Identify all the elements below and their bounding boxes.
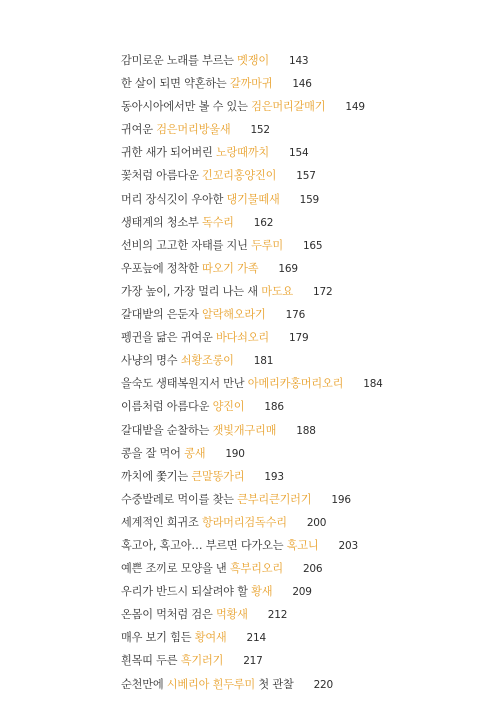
page-number: 217 (243, 655, 263, 668)
page-number: 206 (302, 563, 323, 576)
bird-name: 마도요 (261, 284, 294, 298)
entry-description: 순천만에 (121, 677, 167, 691)
entry-description: 갈대밭의 은둔자 (121, 308, 202, 322)
page-number: 159 (299, 193, 320, 206)
toc-entry (121, 465, 383, 488)
bird-name: 황여새 (194, 631, 227, 645)
toc-entry (121, 488, 383, 511)
toc-entry (121, 511, 383, 534)
page-number: 186 (264, 401, 284, 414)
entry-description: 우리가 반드시 되살려야 할 (121, 585, 252, 599)
toc-entry (121, 442, 383, 465)
entry-description: 감미로운 노래를 부르는 (121, 54, 238, 67)
entry-description: 머리 장식깃이 우아한 (121, 192, 227, 206)
page-number: 203 (338, 539, 358, 552)
page-number: 146 (292, 78, 312, 91)
page-number: 154 (288, 147, 309, 160)
entry-description: 귀여운 (121, 123, 157, 137)
toc-entry (121, 349, 383, 372)
page-number: 196 (331, 493, 351, 506)
page-number: 212 (267, 609, 288, 622)
bird-name: 쇠황조롱이 (180, 354, 234, 368)
entry-description: 선비의 고고한 자태를 지닌 (121, 238, 252, 252)
entry-description: 까치에 쫓기는 (121, 469, 192, 483)
bird-name: 먹황새 (215, 608, 248, 622)
toc-entry (121, 188, 383, 211)
bird-name: 긴꼬리홍양진이 (201, 169, 277, 183)
bird-name: 두루미 (251, 238, 283, 252)
entry-description: 예쁜 조끼로 모양을 낸 (121, 562, 230, 576)
bird-name: 흑부리오리 (229, 562, 283, 576)
toc-entry (121, 649, 383, 672)
toc-entry (121, 49, 383, 72)
page-number: 220 (313, 678, 334, 691)
entry-description: 가장 높이, 가장 멀리 나는 새 (121, 284, 262, 298)
entry-description: 동아시아에서만 볼 수 있는 (121, 100, 252, 114)
toc-entry (121, 626, 383, 649)
bird-name: 흑기러기 (180, 654, 224, 668)
entry-description: 혹고아, 혹고아… 부르면 다가오는 (121, 538, 287, 552)
entry-description: 세계적인 희귀조 (121, 515, 202, 529)
toc-entry (121, 303, 383, 326)
bird-name: 바다쇠오리 (215, 331, 269, 345)
bird-name: 큰말똥가리 (191, 469, 245, 483)
entry-suffix: 첫 관찰 (255, 677, 294, 691)
page-number: 190 (225, 447, 245, 460)
bird-name: 검은머리갈매기 (251, 100, 326, 114)
bird-name: 노랑때까치 (215, 146, 269, 160)
toc-entry (121, 118, 383, 141)
bird-name: 알락해오라기 (201, 308, 266, 322)
toc-entry (121, 72, 383, 95)
toc-entry (121, 372, 383, 395)
toc-entry (121, 419, 383, 442)
toc-entry (121, 557, 383, 580)
entry-description: 을숙도 생태복원지서 만난 (121, 377, 248, 391)
toc-entry (121, 234, 383, 257)
table-of-contents (121, 49, 383, 696)
entry-description: 사냥의 명수 (121, 354, 181, 368)
bird-name: 항라머리검독수리 (201, 515, 287, 529)
entry-description: 온몸이 먹처럼 검은 (121, 608, 216, 622)
toc-entry (121, 326, 383, 349)
entry-description: 귀한 새가 되어버린 (121, 146, 216, 160)
bird-name: 검은머리방울새 (156, 123, 231, 137)
entry-description: 생태계의 청소부 (121, 215, 202, 229)
bird-name: 혹고니 (286, 538, 319, 552)
bird-name: 콩새 (184, 446, 206, 460)
page-number: 200 (306, 516, 327, 529)
entry-description: 펭귄을 닮은 귀여운 (121, 331, 216, 345)
bird-name: 독수리 (201, 215, 234, 229)
page-number: 188 (296, 424, 316, 437)
entry-description: 콩을 잘 먹어 (121, 446, 185, 460)
toc-entry (121, 211, 383, 234)
bird-name: 황새 (251, 585, 273, 599)
bird-name: 양진이 (212, 400, 245, 414)
page-number: 184 (363, 378, 383, 391)
page-number: 162 (253, 216, 274, 229)
page-number: 143 (288, 55, 309, 67)
toc-entry (121, 534, 383, 557)
bird-name: 따오기 가족 (201, 261, 259, 275)
bird-name: 댕기물떼새 (226, 192, 280, 206)
entry-description: 한 살이 되면 약혼하는 (121, 77, 230, 91)
entry-description: 우포늪에 정착한 (121, 261, 202, 275)
entry-description: 갈대밭을 순찰하는 (121, 423, 213, 437)
page-number: 157 (296, 170, 316, 183)
toc-entry (121, 580, 383, 603)
page-number: 214 (246, 632, 266, 645)
bird-name: 멧쟁이 (237, 54, 269, 67)
bird-name: 큰부리큰기러기 (237, 492, 312, 506)
page-number: 176 (285, 309, 306, 322)
bird-name: 갈까마귀 (229, 77, 273, 91)
toc-entry (121, 673, 383, 696)
toc-entry (121, 280, 383, 303)
page-number: 165 (302, 239, 323, 252)
page-number: 181 (253, 355, 274, 368)
entry-description: 흰목띠 두른 (121, 654, 181, 668)
page-number: 149 (345, 101, 365, 114)
page-number: 209 (292, 586, 312, 599)
entry-description: 수중발레로 먹이를 찾는 (121, 492, 238, 506)
toc-entry (121, 257, 383, 280)
bird-name: 아메리카홍머리오리 (247, 377, 344, 391)
toc-entry (121, 164, 383, 187)
bird-name: 잿빛개구리매 (212, 423, 277, 437)
toc-entry (121, 395, 383, 418)
entry-description: 매우 보기 힘든 (121, 631, 195, 645)
entry-description: 꽃처럼 아름다운 (121, 169, 202, 183)
page-number: 152 (250, 124, 270, 137)
toc-entry (121, 141, 383, 164)
toc-entry (121, 95, 383, 118)
page-number: 172 (313, 285, 333, 298)
page-number: 179 (288, 332, 309, 345)
page-number: 193 (264, 470, 284, 483)
toc-entry (121, 603, 383, 626)
entry-description: 이름처럼 아름다운 (121, 400, 213, 414)
bird-name: 시베리아 흰두루미 (166, 677, 256, 691)
page-number: 169 (278, 262, 298, 275)
